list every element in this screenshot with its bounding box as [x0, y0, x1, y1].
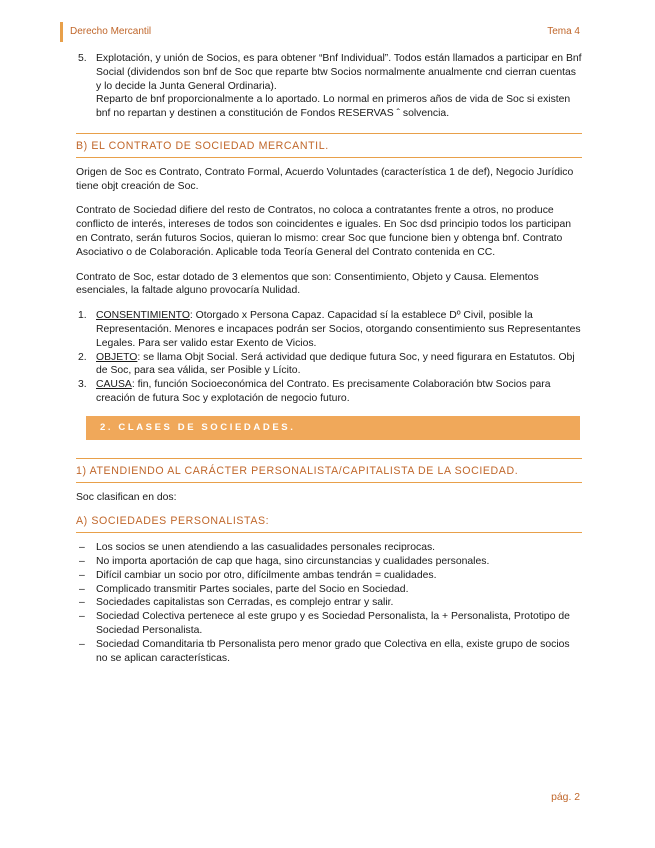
page-header: [60, 22, 580, 44]
list-item-text: Los socios se unen atendiendo a las casualidades personales reciprocas.: [96, 542, 436, 554]
list-item-text: Explotación, y unión de Socios, es para obtener “Bnf Individual”. Todos están llamados a participar en Bnf Social (dividendos son bnf de Soc que reparte btw Socios normalmente anualmente cnd cierran cuentas y lo decide la Junta General Ordinaria).: [96, 53, 582, 92]
term-definition: : Otorgado x Persona Capaz. Capacidad sí la establece Dº Civil, posible la Representación. Menores e incapaces podrán ser Socios, otorgando consentimiento sus Representantes Legales. Para ser valido estar Exento de Vicios.: [96, 310, 581, 349]
chapter-band-clases: 2. CLASES DE SOCIEDADES.: [86, 416, 580, 440]
list-item: [76, 555, 582, 569]
list-item: [76, 309, 582, 350]
dash-bullet-icon: –: [79, 638, 85, 650]
list-item: [76, 610, 582, 638]
list-item-text-continued: Reparto de bnf proporcionalmente a lo aportado. Lo normal en primeros años de vida de Soc si existen bnf no repartan y destinen a constitución de Fondos RESERVAS ˆ solvencia.: [96, 94, 571, 120]
paragraph-origen: Origen de Soc es Contrato, Contrato Formal, Acuerdo Voluntades (característica 1 de def), Negocio Jurídico tiene objt creación de Soc.: [76, 166, 574, 192]
list-item-text: Complicado transmitir Partes sociales, parte del Socio en Sociedad.: [96, 583, 409, 595]
list-item: [76, 378, 582, 406]
personalistas-list: [76, 541, 582, 665]
page-content: [76, 52, 582, 665]
list-item-text: Difícil cambiar un socio por otro, difícilmente ambas tendrán = cualidades.: [96, 569, 437, 581]
section-heading-contrato: B) EL CONTRATO DE SOCIEDAD MERCANTIL.: [76, 133, 582, 158]
term-objeto: OBJETO: [96, 351, 138, 363]
list-item-text: Sociedades capitalistas son Cerradas, es complejo entrar y salir.: [96, 597, 394, 609]
list-item: [76, 351, 582, 379]
dash-bullet-icon: –: [79, 542, 85, 554]
paragraph-contrato-difiere: Contrato de Sociedad difiere del resto de Contratos, no coloca a contratantes frente a otros, no produce conflicto de interés, intereses de todos son coincidentes e iguales. En Soc dsd principio todos los participan en Contrato, serán futuros Socios, quieran lo mismo: crear Soc que funcione bien y obtenga bnf. Contrato Asociativo o de Colaboración. Aplicable toda Teoría General del Contrato contenida en CC.: [76, 205, 572, 258]
term-definition: : fin, función Socioeconómica del Contrato. Es precisamente Colaboración btw Socios para creación de futura Soc y explotación de negocio futuro.: [96, 379, 551, 404]
list-item: [76, 638, 582, 666]
dash-bullet-icon: –: [79, 555, 85, 567]
elements-list: [76, 309, 582, 406]
list-item: [76, 583, 582, 597]
list-number: 1.: [78, 310, 87, 322]
paragraph-elementos: Contrato de Soc, estar dotado de 3 elementos que son: Consentimiento, Objeto y Causa. Elementos esenciales, la faltade alguno provocaría Nulidad.: [76, 271, 539, 297]
dash-bullet-icon: –: [79, 611, 85, 623]
dash-bullet-icon: –: [79, 597, 85, 609]
list-item-text: Sociedad Colectiva pertenece al este grupo y es Sociedad Personalista, la + Personalista, Prototipo de Sociedad Personalista.: [96, 611, 570, 636]
paragraph-clasifican: Soc clasifican en dos:: [76, 491, 177, 503]
dash-bullet-icon: –: [79, 569, 85, 581]
list-number: 5.: [78, 53, 87, 64]
list-item: [76, 569, 582, 583]
page-number: pág. 2: [551, 792, 580, 803]
list-item: [76, 596, 582, 610]
list-number: 2.: [78, 351, 87, 363]
list-item: [76, 541, 582, 555]
list-item-text: Sociedad Comanditaria tb Personalista pero menor grado que Colectiva en ella, existe grupo de socios no se aplican características.: [96, 638, 570, 664]
topic-label: Tema 4: [547, 26, 580, 37]
dash-bullet-icon: –: [79, 583, 85, 595]
section-heading-personalistas: A) SOCIEDADES PERSONALISTAS:: [76, 515, 582, 533]
header-accent-bar: [60, 22, 63, 42]
term-causa: CAUSA: [96, 379, 132, 391]
term-definition: : se llama Objt Social. Será actividad que dedique futura Soc, y need figurara en Estatutos. Obj de Soc, para sea válida, ser Posible y Lícito.: [96, 351, 575, 377]
term-consentimiento: CONSENTIMIENTO: [96, 310, 190, 322]
document-title: Derecho Mercantil: [70, 26, 152, 37]
list-number: 3.: [78, 379, 87, 391]
section-heading-personalista-capitalista: 1) ATENDIENDO AL CARÁCTER PERSONALISTA/CAPITALISTA DE LA SOCIEDAD.: [76, 458, 582, 483]
list-item-text: No importa aportación de cap que haga, sino circunstancias y cualidades personales.: [96, 555, 490, 567]
list-item-5: [76, 52, 582, 121]
